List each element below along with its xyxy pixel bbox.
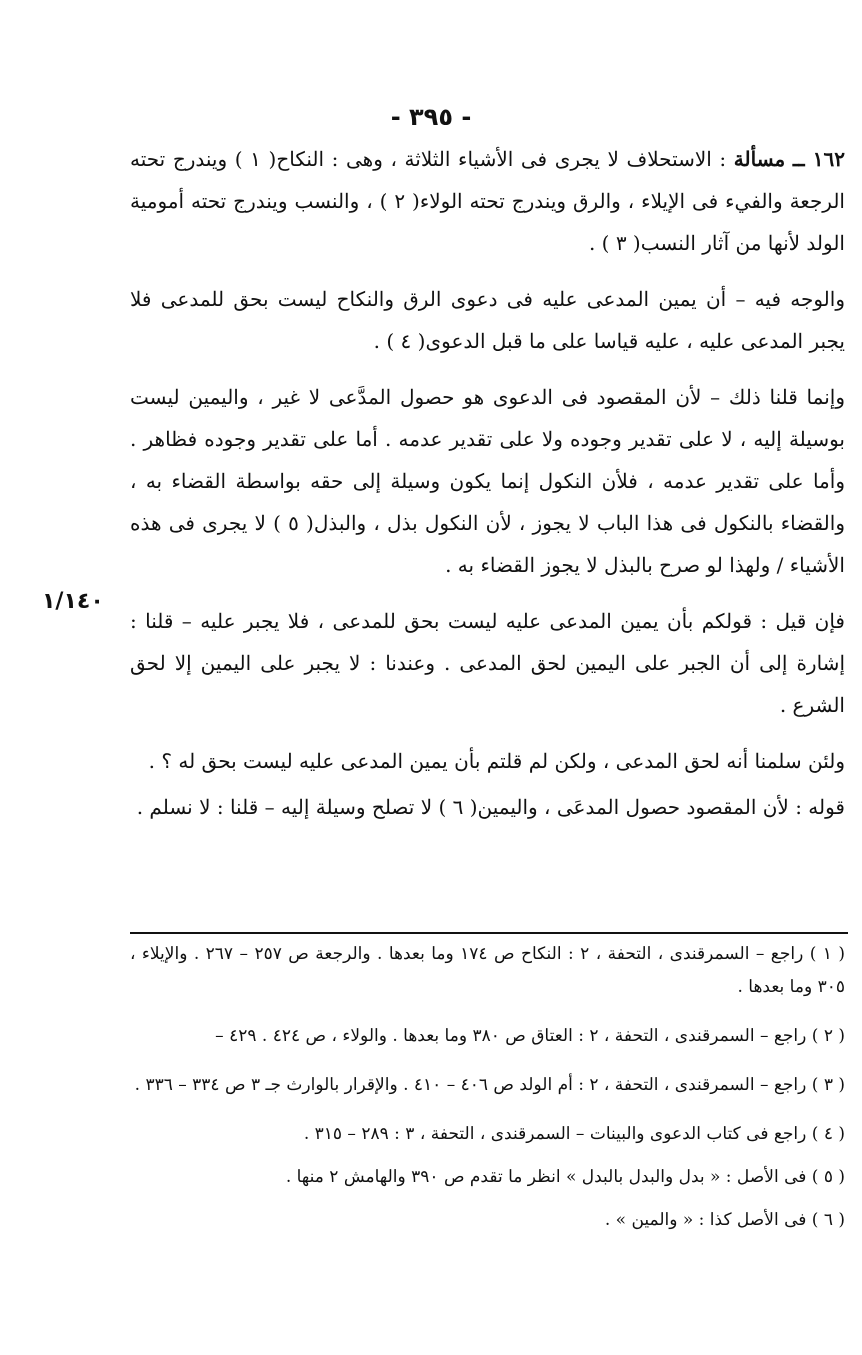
issue-label: مسألة bbox=[733, 147, 786, 171]
paragraph: فإن قيل : قولكم بأن يمين المدعى عليه ليست بحق للمدعى ، فلا يجبر عليه – قلنا : إشارة إلى أن الجبر على اليمين لحق المدعى . وعندنا : لا يجبر على اليمين إلا لحق الشرع . bbox=[130, 609, 845, 717]
paragraph: والوجه فيه – أن يمين المدعى عليه فى دعوى الرق والنكاح ليست بحق للمدعى فلا يجبر المدعى عليه ، عليه قياسا على ما قبل الدعوى( ٤ ) . bbox=[130, 287, 845, 353]
margin-reference: ١/١٤٠ bbox=[42, 589, 104, 614]
paragraph: ولئن سلمنا أنه لحق المدعى ، ولكن لم قلتم بأن يمين المدعى عليه ليست بحق له ؟ . bbox=[148, 749, 845, 773]
issue-paragraph bbox=[130, 138, 845, 264]
page-number: - ٣٩٥ - bbox=[390, 103, 472, 131]
footnote: ( ٤ ) راجع فى كتاب الدعوى والبينات – السمرقندى ، التحفة ، ٣ : ٢٨٩ – ٣١٥ . bbox=[303, 1124, 845, 1144]
footnote-divider bbox=[130, 932, 848, 934]
footnotes bbox=[130, 938, 845, 1247]
paragraph: وإنما قلنا ذلك – لأن المقصود فى الدعوى هو حصول المدَّعى لا غير ، واليمين ليست بوسيلة إليه ، لا على تقدير وجوده ولا على تقدير عدمه . أما على تقدير وجوده فظاهر . وأما على تقدير عدمه ، فلأن النكول إنما يكون وسيلة إلى حقه بواسطة القضاء به ، والقضاء بالنكول فى هذا الباب لا يجوز ، لأن النكول بذل ، والبذل( ٥ ) لا يجرى فى هذه الأشياء / ولهذا لو صرح بالبذل لا يجوز القضاء به . bbox=[130, 385, 845, 577]
issue-text: : الاستحلاف لا يجرى فى الأشياء الثلاثة ، وهى : النكاح( ١ ) ويندرج تحته الرجعة والفيء فى الإيلاء ، والرق ويندرج تحته الولاء( ٢ ) ، والنسب ويندرج تحته أمومية الولد لأنها من آثار النسب( ٣ ) . bbox=[130, 147, 845, 255]
footnote: ( ٥ ) فى الأصل : « بدل والبدل بالبدل » انظر ما تقدم ص ٣٩٠ والهامش ٢ منها . bbox=[285, 1167, 845, 1187]
issue-number: ١٦٢ ــ bbox=[792, 147, 846, 171]
main-text bbox=[130, 138, 845, 842]
footnote: ( ١ ) راجع – السمرقندى ، التحفة ، ٢ : النكاح ص ١٧٤ وما بعدها . والرجعة ص ٢٥٧ – ٢٦٧ . والإيلاء ، ٣٠٥ وما بعدها . bbox=[130, 944, 845, 997]
footnote: ( ٦ ) فى الأصل كذا : « والمين » . bbox=[604, 1210, 845, 1230]
paragraph: قوله : لأن المقصود حصول المدعَى ، واليمين( ٦ ) لا تصلح وسيلة إليه – قلنا : لا نسلم . bbox=[136, 795, 845, 819]
footnote: ( ٢ ) راجع – السمرقندى ، التحفة ، ٢ : العتاق ص ٣٨٠ وما بعدها . والولاء ، ص ٤٢٤ . ٤٢٩ – bbox=[215, 1026, 845, 1046]
footnote: ( ٣ ) راجع – السمرقندى ، التحفة ، ٢ : أم الولد ص ٤٠٦ – ٤١٠ . والإقرار بالوارث جـ ٣ ص ٣٣٤ – ٣٣٦ . bbox=[134, 1075, 845, 1095]
